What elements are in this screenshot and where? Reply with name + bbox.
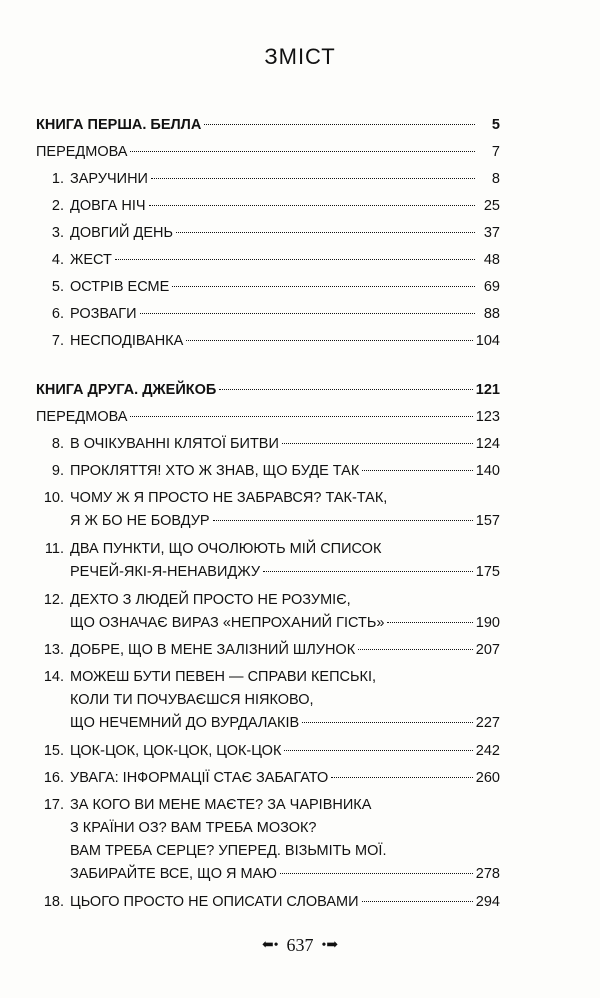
chapter-number: 5. — [51, 279, 64, 295]
dot-leader — [362, 470, 472, 471]
toc-entry-label: РОЗВАГИ — [70, 306, 137, 322]
toc-entry-label: ЦЬОГО ПРОСТО НЕ ОПИСАТИ СЛОВАМИ — [70, 894, 359, 910]
toc-chapter[interactable] — [36, 328, 500, 354]
chapter-number: 4. — [51, 252, 64, 268]
toc-chapter-continuation[interactable] — [36, 559, 500, 585]
chapter-number: 18. — [43, 894, 64, 910]
toc-entry-label: ЖЕСТ — [70, 252, 112, 268]
chapter-number: 8. — [51, 436, 64, 452]
toc-entry-label: ПЕРЕДМОВА — [36, 144, 128, 160]
toc-page-number: 242 — [475, 743, 500, 759]
toc-page-number: 5 — [491, 117, 500, 133]
toc-chapter[interactable] — [36, 274, 500, 300]
page-footer — [0, 935, 600, 956]
chapter-number: 7. — [51, 333, 64, 349]
toc-entry-label: ПЕРЕДМОВА — [36, 409, 128, 425]
dot-leader — [176, 232, 475, 233]
toc-page-number: 190 — [475, 615, 500, 631]
toc-chapter[interactable] — [36, 458, 500, 484]
chapter-number: 10. — [43, 490, 64, 506]
toc-chapter[interactable] — [36, 247, 500, 273]
toc-page-number: 48 — [483, 252, 500, 268]
toc-page-number: 227 — [475, 715, 500, 731]
toc-entry-label: ДЕХТО З ЛЮДЕЙ ПРОСТО НЕ РОЗУМІЄ, — [70, 592, 351, 608]
toc-chapter[interactable] — [36, 301, 500, 327]
chapter-number: 3. — [51, 225, 64, 241]
toc-entry-label: ОСТРІВ ЕСМЕ — [70, 279, 170, 295]
dot-leader — [302, 722, 473, 723]
toc-chapter[interactable] — [36, 431, 500, 457]
toc-page-number: 121 — [475, 382, 500, 398]
toc-entry-label: ПРОКЛЯТТЯ! ХТО Ж ЗНАВ, ЩО БУДЕ ТАК — [70, 463, 360, 479]
dot-leader — [172, 286, 475, 287]
toc-entry-label: ЩО НЕЧЕМНИЙ ДО ВУРДАЛАКІВ — [70, 715, 300, 731]
toc-entry-label: ЩО ОЗНАЧАЄ ВИРАЗ «НЕПРОХАНИЙ ГІСТЬ» — [70, 615, 385, 631]
toc-entry-label: ДОВГА НІЧ — [70, 198, 146, 214]
page-title: ЗМІСТ — [264, 44, 336, 69]
toc-book-two-preface[interactable] — [36, 404, 500, 430]
dot-leader — [358, 649, 473, 650]
toc-chapter[interactable] — [36, 193, 500, 219]
toc-chapter-continuation[interactable] — [36, 508, 500, 534]
dot-leader — [130, 416, 472, 417]
toc-entry-label: ЗАБИРАЙТЕ ВСЕ, ЩО Я МАЮ — [70, 866, 277, 882]
toc-page-number: 37 — [483, 225, 500, 241]
toc-entry-label: КНИГА ДРУГА. ДЖЕЙКОБ — [36, 382, 217, 398]
toc-page-number: 69 — [483, 279, 500, 295]
toc-entry-label: ДОВГИЙ ДЕНЬ — [70, 225, 173, 241]
chapter-number: 6. — [51, 306, 64, 322]
toc-entry-label: НЕСПОДІВАНКА — [70, 333, 184, 349]
toc-entry-label: УВАГА: ІНФОРМАЦІЇ СТАЄ ЗАБАГАТО — [70, 770, 329, 786]
toc-entry-label: ДОБРЕ, ЩО В МЕНЕ ЗАЛІЗНИЙ ШЛУНОК — [70, 642, 356, 658]
chapter-number: 11. — [44, 541, 64, 557]
chapter-number: 16. — [43, 770, 64, 786]
toc-entry-label: КОЛИ ТИ ПОЧУВАЄШСЯ НІЯКОВО, — [70, 692, 314, 708]
toc-page-number: 260 — [475, 770, 500, 786]
chapter-number: 14. — [43, 669, 64, 685]
toc-page-number: 140 — [475, 463, 500, 479]
toc-chapter-continuation[interactable] — [36, 610, 500, 636]
toc-chapter-continuation[interactable] — [36, 710, 500, 736]
toc-entry-label: МОЖЕШ БУТИ ПЕВЕН — СПРАВИ КЕПСЬКІ, — [70, 669, 377, 685]
toc-page-number: 278 — [475, 866, 500, 882]
dot-leader — [331, 777, 473, 778]
toc-page-number: 157 — [475, 513, 500, 529]
toc-entry-label: ЧОМУ Ж Я ПРОСТО НЕ ЗАБРАВСЯ? ТАК-ТАК, — [70, 490, 388, 506]
dot-leader — [263, 571, 473, 572]
ornament-left-icon: ⬅• — [261, 938, 279, 953]
chapter-number: 17. — [43, 797, 64, 813]
chapter-number: 1. — [51, 171, 64, 187]
toc-entry-label: З КРАЇНИ ОЗ? ВАМ ТРЕБА МОЗОК? — [70, 820, 317, 836]
chapter-number: 9. — [51, 463, 64, 479]
toc-entry-label: КНИГА ПЕРША. БЕЛЛА — [36, 117, 202, 133]
toc-chapter[interactable] — [36, 637, 500, 663]
toc-chapter[interactable] — [36, 889, 500, 915]
dot-leader — [362, 901, 473, 902]
toc-entry-label: ДВА ПУНКТИ, ЩО ОЧОЛЮЮТЬ МІЙ СПИСОК — [70, 541, 382, 557]
dot-leader — [387, 622, 472, 623]
toc-page-number: 175 — [475, 564, 500, 580]
toc-book-one-preface[interactable] — [36, 139, 500, 165]
toc-entry-label: ЗА КОГО ВИ МЕНЕ МАЄТЕ? ЗА ЧАРІВНИКА — [70, 797, 372, 813]
toc-book-one[interactable] — [36, 112, 500, 138]
page-number: 637 — [286, 935, 314, 955]
toc-page-number: 207 — [475, 642, 500, 658]
toc-chapter-continuation[interactable] — [36, 861, 500, 887]
toc-entry-label: В ОЧІКУВАННІ КЛЯТОЇ БИТВИ — [70, 436, 279, 452]
dot-leader — [115, 259, 475, 260]
toc-page-number: 124 — [475, 436, 500, 452]
toc-page-number: 104 — [475, 333, 500, 349]
toc-page-number: 123 — [475, 409, 500, 425]
chapter-number: 13. — [43, 642, 64, 658]
toc-chapter[interactable] — [36, 166, 500, 192]
dot-leader — [130, 151, 475, 152]
dot-leader — [151, 178, 475, 179]
dot-leader — [186, 340, 473, 341]
toc-entry-label: Я Ж БО НЕ БОВДУР — [70, 513, 210, 529]
toc-entry-label: ЦОК-ЦОК, ЦОК-ЦОК, ЦОК-ЦОК — [70, 743, 282, 759]
toc-page-number: 88 — [483, 306, 500, 322]
toc-entry-label: ВАМ ТРЕБА СЕРЦЕ? УПЕРЕД. ВІЗЬМІТЬ МОЇ. — [70, 843, 387, 859]
toc-page-number: 7 — [491, 144, 500, 160]
toc-page-number: 8 — [491, 171, 500, 187]
dot-leader — [280, 873, 473, 874]
dot-leader — [282, 443, 473, 444]
toc-page-number: 25 — [483, 198, 500, 214]
dot-leader — [204, 124, 475, 125]
ornament-right-icon: •➡ — [321, 938, 339, 953]
toc-entry-label: ЗАРУЧИНИ — [70, 171, 148, 187]
dot-leader — [213, 520, 473, 521]
chapter-number: 2. — [51, 198, 64, 214]
chapter-number: 12. — [43, 592, 64, 608]
chapter-number: 15. — [43, 743, 64, 759]
dot-leader — [284, 750, 472, 751]
toc-chapter[interactable] — [36, 738, 500, 764]
dot-leader — [149, 205, 475, 206]
dot-leader — [219, 389, 473, 390]
toc-chapter[interactable] — [36, 220, 500, 246]
toc-book-two[interactable] — [36, 377, 500, 403]
toc-entry-label: РЕЧЕЙ-ЯКІ-Я-НЕНАВИДЖУ — [70, 564, 261, 580]
toc-chapter[interactable] — [36, 765, 500, 791]
toc-page-number: 294 — [475, 894, 500, 910]
dot-leader — [140, 313, 475, 314]
